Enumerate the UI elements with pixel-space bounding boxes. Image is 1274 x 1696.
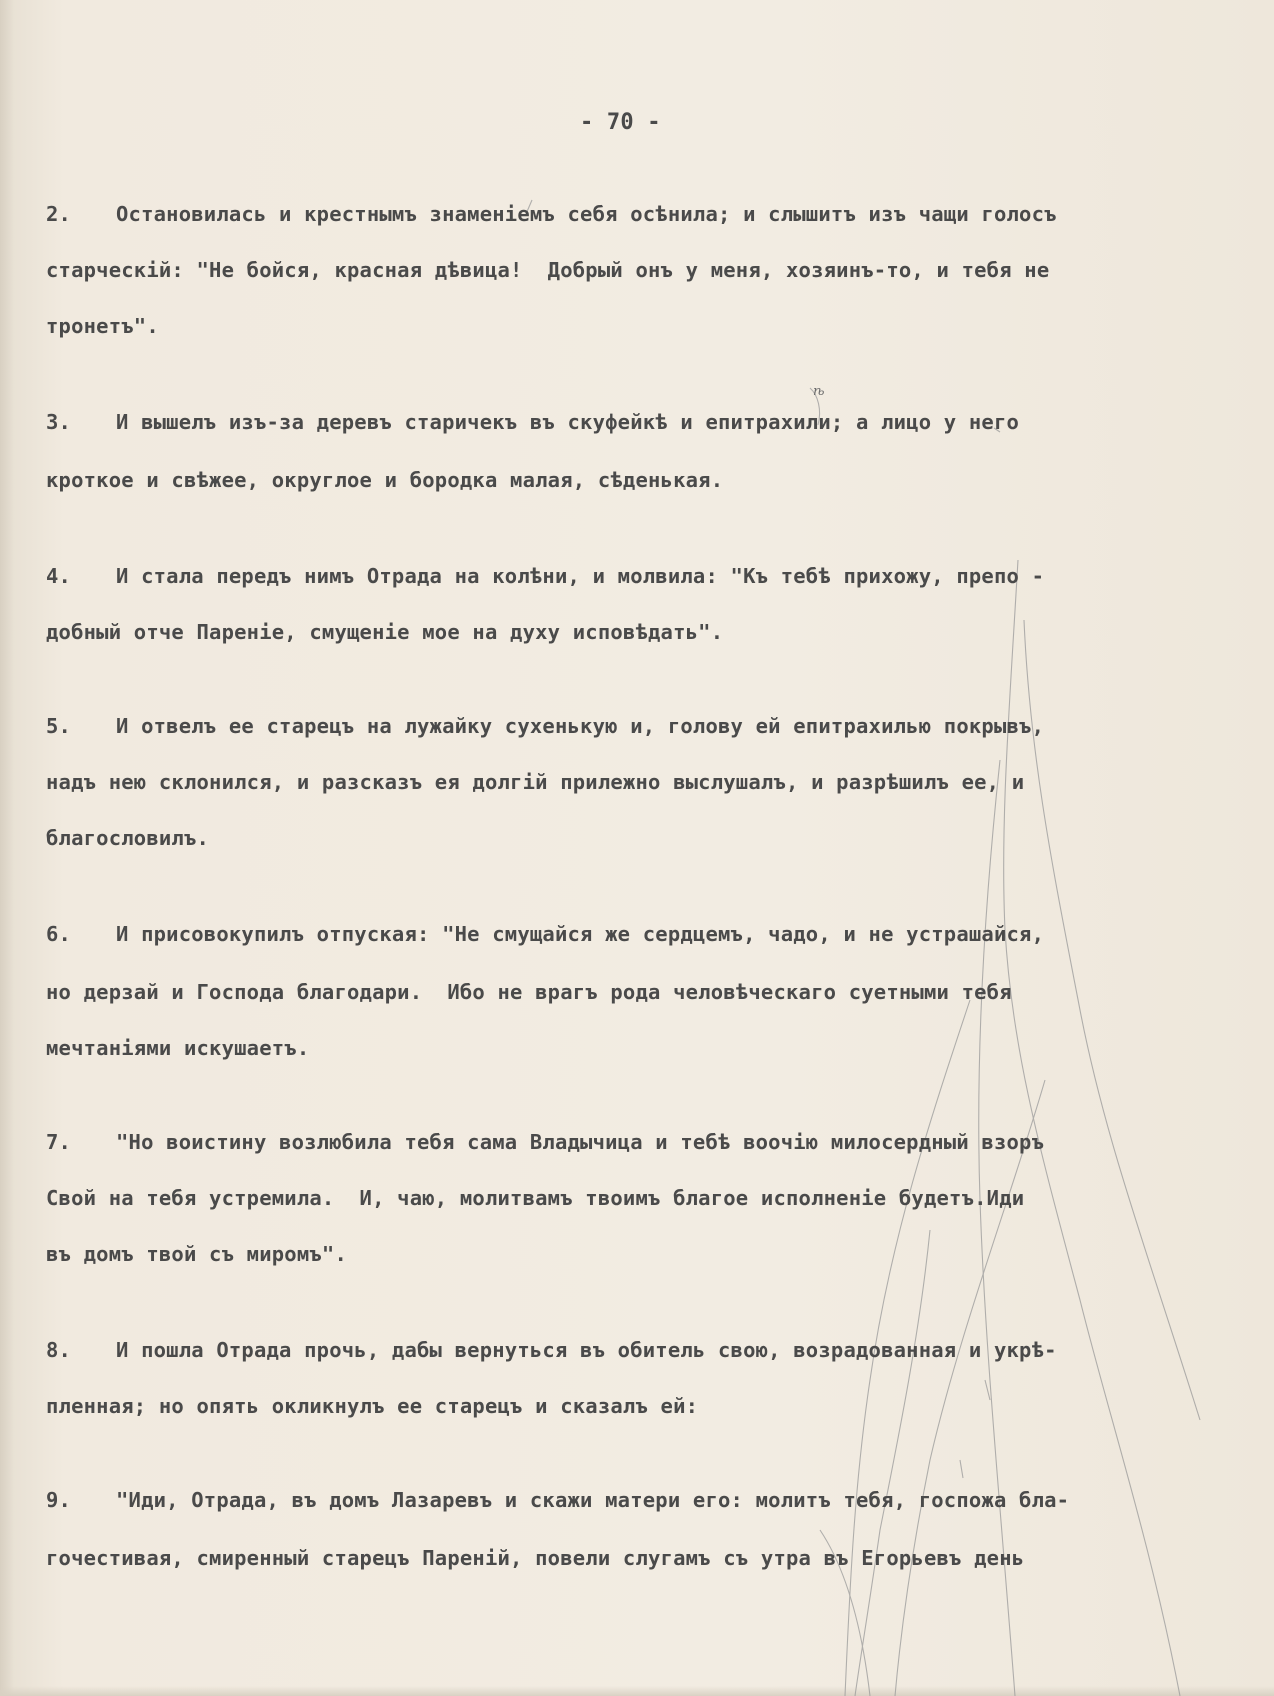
paragraph-number: 4. [46,564,72,588]
paragraph-3-line-1 [46,410,1019,434]
paragraph-4-line-2: добный отче Пареніе, смущеніе мое на духу исповѣдать". [46,620,724,644]
paragraph-text: И отвелъ ее старецъ на лужайку сухенькую и, голову ей епитрахилью покрывъ, [116,714,1045,738]
paragraph-5-line-3: благословилъ. [46,826,210,850]
paragraph-text: И стала передъ нимъ Отрада на колѣни, и молвила: "Къ тебѣ прихожу, препо - [116,564,1045,588]
paragraph-text: И присовокупилъ отпуская: "Не смущайся же сердцемъ, чадо, и не устрашайся, [116,922,1045,946]
paragraph-9-line-2: гочестивая, смиренный старецъ Пареній, повели слугамъ съ утра въ Егорьевъ день [46,1546,1025,1570]
paper-bottom-shadow [0,1686,1274,1696]
paragraph-text: Остановилась и крестнымъ знаменіемъ себя осѣнила; и слышитъ изъ чащи голосъ [116,202,1057,226]
paragraph-6-line-3: мечтаніями искушаетъ. [46,1036,310,1060]
paragraph-2-line-2: старческій: "Не бойся, красная дѣвица! Добрый онъ у меня, хозяинъ-то, и тебя не [46,258,1050,282]
paragraph-number: 8. [46,1338,72,1362]
paragraph-9-line-1 [46,1488,1069,1512]
paragraph-text: "Но воистину возлюбила тебя сама Владычица и тебѣ воочію милосердный взоръ [116,1130,1045,1154]
paragraph-6-line-1 [46,922,1044,946]
pencil-correction: ѣ [813,384,825,399]
paragraph-text: "Иди, Отрада, въ домъ Лазаревъ и скажи матери его: молитъ тебя, госпожа бла- [116,1488,1070,1512]
paragraph-6-line-2: но дерзай и Господа благодари. Ибо не врагъ рода человѣческаго суетными тебя [46,980,1012,1004]
paragraph-7-line-2: Свой на тебя устремила. И, чаю, молитвамъ твоимъ благое исполненіе будетъ.Иди [46,1186,1025,1210]
paragraph-number: 7. [46,1130,72,1154]
paragraph-number: 9. [46,1488,72,1512]
paragraph-5-line-1 [46,714,1044,738]
paper-left-shadow [0,0,14,1696]
paragraph-5-line-2: надъ нею склонился, и разсказъ ея долгій прилежно выслушалъ, и разрѣшилъ ее, и [46,770,1025,794]
paragraph-2-line-3: тронетъ". [46,314,159,338]
paragraph-2-line-1 [46,202,1057,226]
paragraph-text: И вышелъ изъ-за деревъ старичекъ въ скуфейкѣ и епитрахили; а лицо у него [116,410,1020,434]
paragraph-8-line-2: пленная; но опять окликнулъ ее старецъ и сказалъ ей: [46,1394,699,1418]
paragraph-number: 3. [46,410,72,434]
paragraph-number: 5. [46,714,72,738]
paragraph-number: 6. [46,922,72,946]
paragraph-number: 2. [46,202,72,226]
paragraph-text: И пошла Отрада прочь, дабы вернуться въ обитель свою, возрадованная и укрѣ- [116,1338,1057,1362]
paragraph-7-line-3: въ домъ твой съ миромъ". [46,1242,348,1266]
page-number: - 70 - [580,110,661,135]
paragraph-3-line-2: кроткое и свѣжее, округлое и бородка малая, сѣденькая. [46,468,724,492]
paragraph-4-line-1 [46,564,1044,588]
paragraph-8-line-1 [46,1338,1057,1362]
paragraph-7-line-1 [46,1130,1044,1154]
